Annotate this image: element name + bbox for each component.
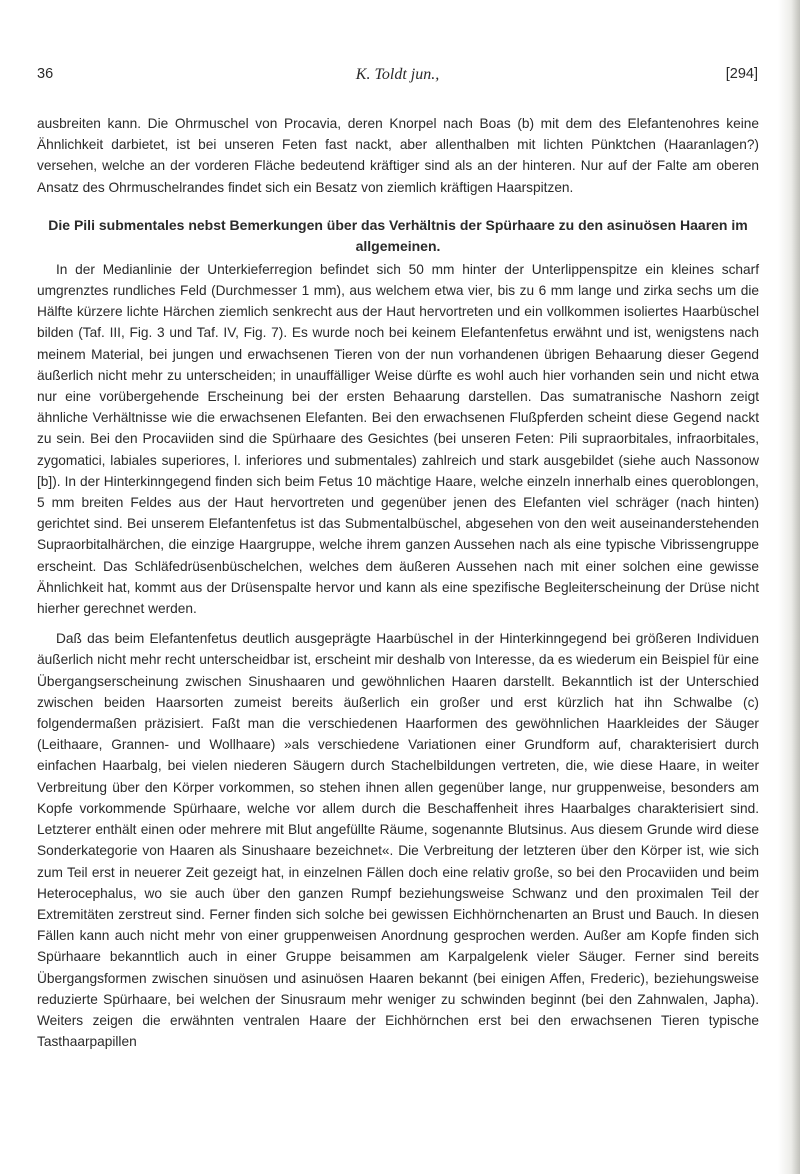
paragraph-gap bbox=[37, 619, 759, 628]
body-text bbox=[37, 113, 759, 1052]
author-name: K. Toldt jun., bbox=[355, 66, 440, 83]
running-title bbox=[37, 66, 758, 84]
sheet-number: [294] bbox=[725, 66, 758, 82]
page-number: 36 bbox=[37, 66, 54, 82]
paragraph-3: Daß das beim Elefantenfetus deutlich ausgeprägte Haarbüschel in der Hinterkinngegend bei größeren Individuen äußerlich nicht mehr recht unterscheidbar ist, erscheint mir deshalb von Interesse, da es wiederum ein Beispiel für eine Übergangserscheinung zwischen Sinushaaren und gewöhnlichen Haaren darstellt. Bekanntlich ist der Unterschied zwischen beiden Haarsorten zumeist bereits äußerlich ein großer und erst kürzlich hat ihn Schwalbe (c) folgendermaßen präzisiert. Faßt man die verschiedenen Haarformen des gewöhnlichen Haarkleides der Säuger (Leithaare, Grannen- und Wollhaare) »als verschiedene Variationen einer Grundform auf, charakterisiert durch einfachen Haarbalg, bei vielen niederen Säugern durch Stachelbildungen vertreten, die, wie diese Haare, in weiter Verbreitung über den Körper vorkommen, so stehen ihnen allen gegenüber lange, nur gruppenweise, besonders am Kopfe vorkommende Spürhaare, welche vor allem durch die Beschaffenheit ihres Haarbalges charakterisiert sind. Letzterer enthält einen oder mehrere mit Blut angefüllte Räume, sogenannte Blutsinus. Aus diesem Grunde wird diese Sonderkategorie von Haaren als Sinushaare bezeichnet«. Die Verbreitung der letzteren über den Körper ist, wie sich zum Teil erst in neuerer Zeit gezeigt hat, in einzelnen Fällen doch eine relativ große, so bei den Procaviiden und beim Heterocephalus, wo sie auch über den ganzen Rumpf beziehungsweise Schwanz und den proximalen Teil der Extremitäten zerstreut sind. Ferner finden sich solche bei gewissen Eichhörnchenarten an Brust und Bauch. In diesen Fällen kann auch nicht mehr von einer gruppenweisen Anordnung gesprochen werden. Außer am Kopfe finden sich Spürhaare bekanntlich auch in einer Gruppe beisammen am Karpalgelenk vieler Säuger. Ferner sind bereits Übergangsformen zwischen sinuösen und asinuösen Haaren bekannt (bei einigen Affen, Frederic), beziehungsweise reduzierte Spürhaare, bei welchen der Sinusraum mehr weniger zu schwinden beginnt (bei den Zahnwalen, Japha). Weiters zeigen die erwähnten ventralen Haare der Eichhörnchen erst bei den erwachsenen Tieren typische Tasthaarpapillen bbox=[37, 631, 759, 1050]
section-title: Die Pili submentales nebst Bemerkungen über das Verhältnis der Spürhaare zu den asinuösen Haaren im allgemeinen. bbox=[48, 216, 748, 254]
page-header bbox=[37, 66, 758, 88]
page-edge-shadow bbox=[778, 0, 800, 1174]
paragraph-1: ausbreiten kann. Die Ohrmuschel von Procavia, deren Knorpel nach Boas (b) mit dem des Elefantenohres keine Ähnlichkeit darbietet, ist bei unseren Feten fast nackt, aber allenthalben mit lichten Pünktchen (Haaranlagen?) versehen, welche an der vorderen Fläche bedeutend kräftiger sind als an der hinteren. Nur auf der Falte am oberen Ansatz des Ohrmuschelrandes findet sich ein Besatz von ziemlich kräftigen Haarspitzen. bbox=[37, 116, 759, 195]
paragraph-2: In der Medianlinie der Unterkieferregion befindet sich 50 mm hinter der Unterlippenspitze ein kleines scharf umgrenztes rundliches Feld (Durchmesser 1 mm), aus welchem etwa vier, bis zu 6 mm lange und zirka sechs um die Hälfte kürzere lichte Härchen ziemlich senkrecht aus der Haut hervortreten und ein vollkommen isoliertes Haarbüschel bilden (Taf. III, Fig. 3 und Taf. IV, Fig. 7). Es wurde noch bei keinem Elefantenfetus erwähnt und ist, wenigstens nach meinem Material, bei jungen und erwachsenen Tieren von der nun vorhandenen übrigen Behaarung dieser Gegend äußerlich nicht mehr zu unterscheiden; in unauffälliger Weise dürfte es wohl auch hier vorhanden sein und nicht etwa nur eine vorübergehende Erscheinung bei der ersten Behaarung darstellen. Das sumatranische Nashorn zeigt ähnliche Verhältnisse wie die erwachsenen Elefanten. Bei den erwachsenen Flußpferden scheint diese Gegend nackt zu sein. Bei den Procaviiden sind die Spürhaare des Gesichtes (bei unseren Feten: Pili supraorbitales, infraorbitales, zygomatici, labiales superiores, l. inferiores und submentales) zahlreich und stark ausgebildet (siehe auch Nassonow [b]). In der Hinterkinngegend finden sich beim Fetus 10 mächtige Haare, welche einzeln innerhalb eines queroblongen, 5 mm breiten Feldes aus der Haut hervortreten und gegenüber jenen des Elefanten viel schräger (nach hinten) gerichtet sind. Bei unserem Elefantenfetus ist das Submentalbüschel, abgesehen von den weit auseinanderstehenden Supraorbitalhärchen, die einzige Haargruppe, welche ihrem ganzen Aussehen nach als eine typische Vibrissengruppe erscheint. Das Schläfedrüsenbüschelchen, welches dem äußeren Aussehen nach mit einer solchen eine gewisse Ähnlichkeit hat, kommt aus der Drüsenspalte hervor und kann als eine spezifische Begleiterscheinung der Drüse nicht hierher gerechnet werden. bbox=[37, 261, 759, 617]
